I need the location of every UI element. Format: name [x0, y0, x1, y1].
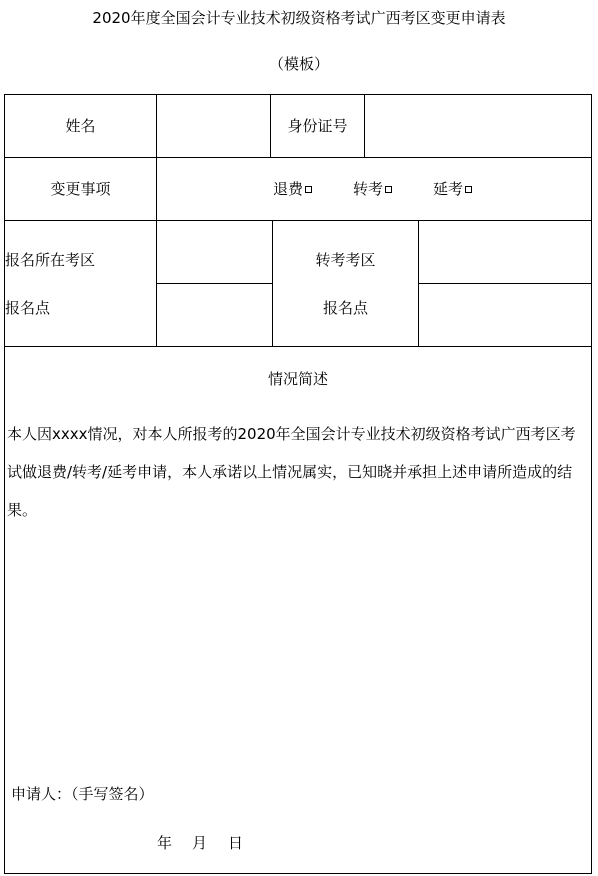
- transfer-site-label: 报名点: [322, 299, 368, 317]
- transfer-area-label: 转考考区: [315, 251, 376, 269]
- option-transfer-label: 转考: [353, 180, 384, 198]
- date-day-label: 日: [228, 834, 244, 852]
- transfer-checkbox[interactable]: [385, 186, 392, 193]
- description-text[interactable]: 本人因xxxx情况，对本人所报考的2020年全国会计专业技术初级资格考试广西考区考试做退费/转考/延考申请，本人承诺以上情况属实，已知晓并承担上述申请所造成的结果。: [7, 425, 576, 519]
- transfer-site-field[interactable]: [420, 298, 590, 318]
- option-defer[interactable]: [433, 179, 472, 199]
- option-transfer[interactable]: [353, 179, 392, 199]
- transfer-area-field[interactable]: [420, 250, 590, 270]
- refund-checkbox[interactable]: [305, 186, 312, 193]
- id-number-field[interactable]: [366, 116, 590, 136]
- name-label: 姓名: [65, 117, 96, 135]
- id-number-label: 身份证号: [287, 117, 348, 135]
- exam-site-label: 报名点: [5, 299, 51, 317]
- col-divider-e: [418, 220, 419, 346]
- exam-area-label: 报名所在考区: [5, 251, 96, 269]
- exam-area-field[interactable]: [158, 250, 271, 270]
- row-divider-4: [5, 346, 591, 347]
- option-defer-label: 延考: [433, 180, 464, 198]
- row-divider-2: [5, 220, 591, 221]
- form-title: 2020年度全国会计专业技术初级资格考试广西考区变更申请表: [92, 9, 506, 27]
- name-field[interactable]: [157, 116, 270, 136]
- date-year-label: 年: [157, 834, 173, 852]
- application-form-table: [4, 94, 592, 874]
- change-type-label: 变更事项: [50, 180, 111, 198]
- date-month-label: 月: [192, 834, 208, 852]
- form-subtitle: （模板）: [268, 55, 329, 73]
- col-divider-d: [272, 220, 273, 346]
- description-heading: 情况简述: [267, 370, 328, 388]
- exam-site-field[interactable]: [158, 298, 271, 318]
- row-divider-1: [5, 157, 591, 158]
- applicant-signature-label: 申请人：（手写签名）: [11, 785, 154, 803]
- option-refund[interactable]: [273, 179, 312, 199]
- option-refund-label: 退费: [273, 180, 304, 198]
- row-divider-3b: [419, 283, 591, 284]
- defer-checkbox[interactable]: [465, 186, 472, 193]
- row-divider-3a: [157, 283, 272, 284]
- col-divider-c: [364, 95, 365, 157]
